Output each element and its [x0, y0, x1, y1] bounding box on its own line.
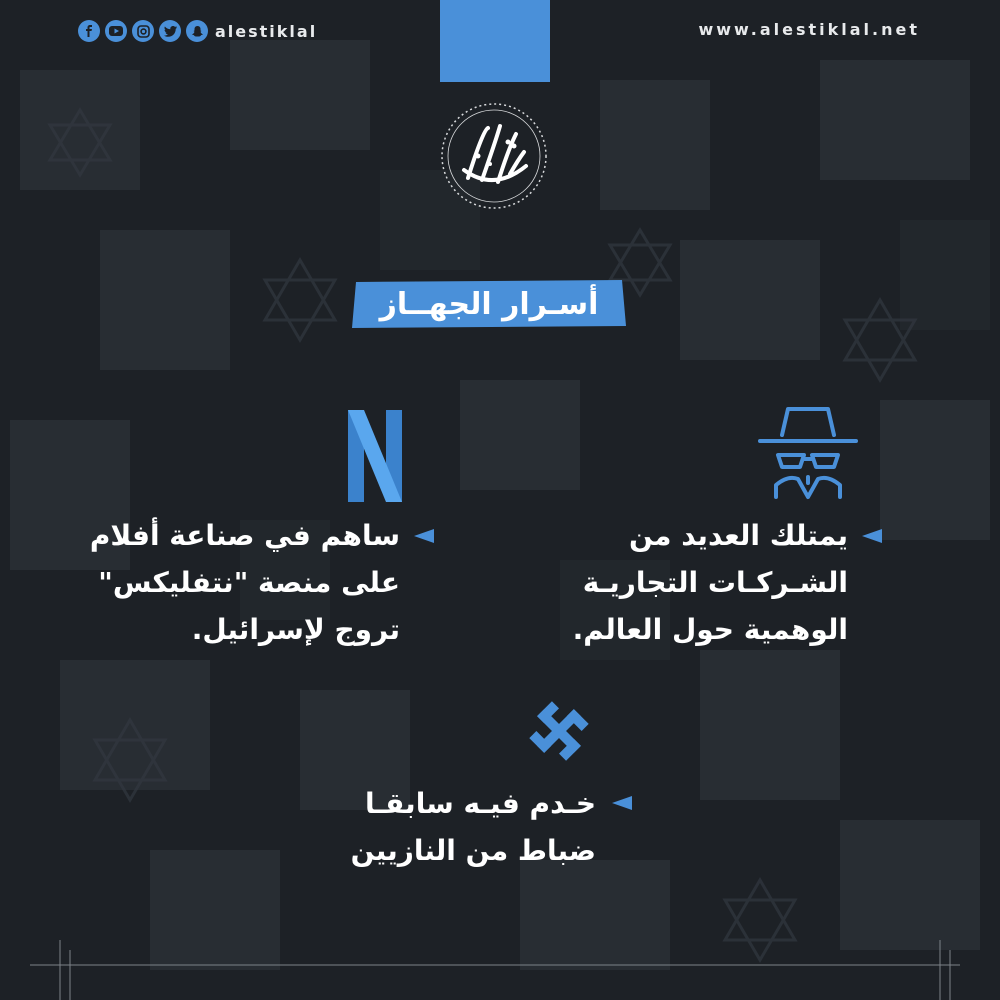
item-line: خـدم فيـه سابقـا: [364, 787, 596, 820]
twitter-icon[interactable]: [159, 20, 181, 42]
snapchat-icon[interactable]: [186, 20, 208, 42]
title-badge: [350, 278, 628, 330]
item-line: ضباط من النازيين: [350, 834, 596, 867]
item-line: تروج لإسرائيل.: [191, 613, 400, 646]
item-netflix-text: [70, 512, 400, 653]
netflix-n-icon: [348, 410, 402, 502]
bullet-arrow-icon: [862, 529, 882, 543]
top-accent-tab: [440, 0, 550, 82]
item-line: يمتلك العديد من: [628, 519, 848, 552]
youtube-icon[interactable]: [105, 20, 127, 42]
item-line: الشـركـات التجاريـة: [582, 566, 848, 599]
facebook-icon[interactable]: [78, 20, 100, 42]
item-nazi-text: [296, 780, 596, 874]
item-line: على منصة "نتفليكس": [98, 566, 400, 599]
instagram-icon[interactable]: [132, 20, 154, 42]
item-line: ساهم في صناعة أفلام: [89, 519, 400, 552]
social-bar: [78, 20, 317, 42]
alestiklal-calligraphy-logo: [438, 100, 550, 212]
social-handle[interactable]: alestiklal: [215, 21, 318, 41]
item-spy-text: [518, 512, 848, 653]
swastika-icon: [521, 693, 597, 769]
bullet-arrow-icon: [414, 529, 434, 543]
website-url[interactable]: www.alestiklal.net: [698, 20, 920, 39]
bullet-arrow-icon: [612, 796, 632, 810]
spy-icon: [758, 405, 858, 500]
item-line: الوهمية حول العالم.: [572, 613, 848, 646]
page-title: أسـرار الجهــاز: [379, 286, 599, 322]
